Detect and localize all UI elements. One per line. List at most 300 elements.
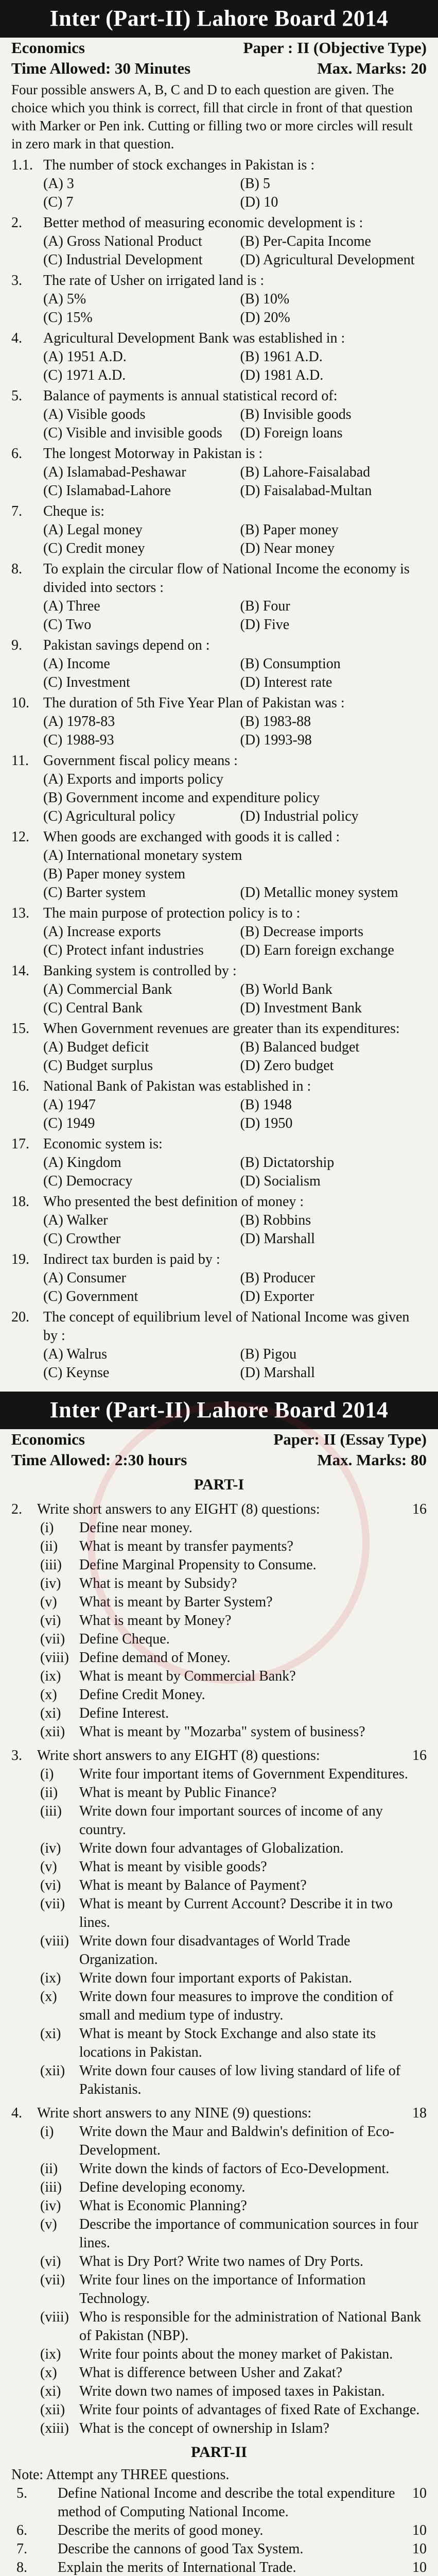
mcq-option: (B) Government income and expenditure policy	[43, 790, 320, 806]
mcq-text: National Bank of Pakistan was established in :	[43, 1078, 311, 1094]
mcq-option: (A) Consumer	[43, 1270, 126, 1286]
item-roman-number: (xi)	[40, 2026, 61, 2042]
item-roman-number: (ii)	[40, 1538, 58, 1554]
item-text: Write down the Maur and Baldwin's definition of Eco-Development.	[79, 2124, 394, 2158]
question-marks: 18	[412, 2105, 427, 2121]
item-text: What is meant by "Mozarba" system of business?	[79, 1724, 365, 1740]
mcq-question	[11, 1250, 427, 1306]
mcq-text: Agricultural Development Bank was established in :	[43, 330, 345, 346]
mcq-option: (D) Near money	[240, 540, 335, 556]
mcq-body	[43, 636, 427, 692]
mcq-number: 1.1.	[11, 157, 33, 173]
mcq-option: (C) Industrial Development	[43, 252, 203, 268]
question-text: Write short answers to any EIGHT (8) questions:	[37, 1501, 320, 1517]
item-roman-number: (iv)	[40, 2198, 61, 2214]
mcq-text: Economic system is:	[43, 1136, 163, 1152]
mcq-options	[43, 1211, 427, 1248]
mcq-text: The concept of equilibrium level of National Income was given by :	[43, 1309, 410, 1344]
short-question-item	[11, 2215, 427, 2252]
mcq-number: 9.	[11, 637, 22, 653]
mcq-option: (D) 1950	[240, 1115, 293, 1131]
question-number: 4.	[11, 2105, 22, 2121]
mcq-option: (C) 7	[43, 194, 74, 210]
mcq-text: The rate of Usher on irrigated land is :	[43, 273, 265, 289]
mcq-question	[11, 560, 427, 634]
item-text: What is meant by visible goods?	[79, 1859, 267, 1875]
item-roman-number: (xiii)	[40, 2420, 69, 2436]
short-question-item	[11, 1876, 427, 1895]
question-marks: 16	[412, 1748, 427, 1764]
mcq-option: (D) 1993-98	[240, 732, 312, 748]
item-roman-number: (x)	[40, 1687, 57, 1703]
mcq-body	[43, 560, 427, 634]
item-roman-number: (iv)	[40, 1575, 61, 1591]
mcq-body	[43, 752, 427, 826]
item-text: Describe the importance of communication sources in four lines.	[79, 2216, 418, 2251]
item-text: What is the concept of ownership in Islam?	[79, 2420, 329, 2436]
mcq-text: The longest Motorway in Pakistan is :	[43, 446, 263, 462]
question-number: 5.	[16, 2485, 27, 2501]
item-text: Write down the kinds of factors of Eco-Development.	[79, 2161, 390, 2177]
item-roman-number: (ix)	[40, 2346, 61, 2362]
mcq-options	[43, 175, 427, 212]
mcq-body	[43, 214, 427, 269]
item-roman-number: (ii)	[40, 1785, 58, 1801]
short-question-heading	[11, 1747, 427, 1765]
mcq-body	[43, 694, 427, 750]
mcq-option: (B) Lahore-Faisalabad	[240, 464, 371, 480]
mcq-options	[43, 1154, 427, 1191]
mcq-question	[11, 1135, 427, 1191]
mcq-body	[43, 272, 427, 327]
long-question	[11, 2540, 427, 2558]
mcq-option: (C) Crowther	[43, 1231, 121, 1247]
mcq-option: (A) 1947	[43, 1097, 96, 1113]
item-roman-number: (viii)	[40, 1933, 69, 1949]
mcq-option: (A) International monetary system	[43, 848, 242, 863]
long-question	[11, 2484, 427, 2521]
mcq-options	[43, 713, 427, 750]
mcq-options	[43, 884, 427, 902]
question-text: Describe the cannons of good Tax System.	[58, 2541, 304, 2557]
item-roman-number: (iii)	[40, 1557, 62, 1573]
mcq-option: (C) Central Bank	[43, 1000, 143, 1016]
part2-heading: PART-II	[191, 2444, 247, 2461]
mcq-option: (B) 1983-88	[240, 714, 311, 730]
item-text: What is Economic Planning?	[79, 2198, 247, 2214]
mcq-number: 14.	[11, 963, 29, 979]
item-roman-number: (i)	[40, 1766, 54, 1782]
mcq-options	[43, 290, 427, 327]
mcq-option: (C) 1971 A.D.	[43, 367, 126, 383]
item-text: Write down four measures to improve the condition of small and medium type of industry.	[79, 1989, 394, 2023]
short-question-item	[11, 2419, 427, 2438]
question-text: Write short answers to any EIGHT (8) questions:	[37, 1748, 320, 1764]
mcq-option: (A) 3	[43, 176, 74, 192]
mcq-option: (C) 1988-93	[43, 732, 114, 748]
mcq-option: (D) Investment Bank	[240, 1000, 362, 1016]
item-roman-number: (vi)	[40, 2253, 61, 2269]
paper1-subject: Economics	[11, 39, 85, 57]
question-marks: 16	[412, 1501, 427, 1517]
item-text: Write down four causes of low living standard of life of Pakistanis.	[79, 2063, 401, 2097]
mcq-number: 4.	[11, 330, 22, 346]
mcq-options	[43, 348, 427, 385]
mcq-text: Government fiscal policy means :	[43, 753, 238, 769]
mcq-option: (A) Legal money	[43, 522, 143, 538]
mcq-question	[11, 502, 427, 558]
mcq-number: 12.	[11, 829, 29, 845]
mcq-text: To explain the circular flow of National Income the economy is divided into sectors :	[43, 561, 410, 596]
mcq-body	[43, 1020, 427, 1075]
short-question-item	[11, 2382, 427, 2401]
mcq-body	[43, 962, 427, 1018]
item-text: Define Credit Money.	[79, 1687, 205, 1703]
mcq-text: Pakistan savings depend on :	[43, 637, 210, 653]
item-roman-number: (vii)	[40, 1896, 65, 1912]
mcq-question	[11, 445, 427, 500]
item-text: Define Cheque.	[79, 1631, 170, 1647]
mcq-option: (C) Credit money	[43, 540, 145, 556]
mcq-question	[11, 1020, 427, 1075]
question-text: Explain the merits of International Trade.	[58, 2560, 296, 2575]
mcq-question	[11, 272, 427, 327]
short-question-2	[11, 1500, 427, 1741]
paper1-header-row2	[11, 58, 427, 79]
item-roman-number: (x)	[40, 1989, 57, 2005]
short-question-item	[11, 1667, 427, 1686]
item-text: What is Dry Port? Write two names of Dry Ports.	[79, 2253, 364, 2269]
short-question-item	[11, 1556, 427, 1574]
question-number: 6.	[16, 2522, 27, 2538]
mcq-question	[11, 636, 427, 692]
question-text: Describe the merits of good money.	[58, 2522, 264, 2538]
mcq-option: (D) Agricultural Development	[240, 252, 415, 268]
mcq-option: (D) Foreign loans	[240, 425, 343, 441]
short-question-item	[11, 1593, 427, 1612]
short-question-item	[11, 2062, 427, 2099]
mcq-number: 2.	[11, 215, 22, 231]
question-marks: 10	[412, 2560, 427, 2575]
question-marks: 10	[412, 2541, 427, 2557]
item-roman-number: (x)	[40, 2365, 57, 2381]
mcq-number: 3.	[11, 273, 22, 289]
item-roman-number: (i)	[40, 2124, 54, 2140]
paper1-header-row1	[11, 38, 427, 58]
item-text: Define Interest.	[79, 1705, 169, 1721]
mcq-option: (A) 1951 A.D.	[43, 349, 127, 365]
mcq-options	[43, 521, 427, 558]
item-text: Write four important items of Government Expenditures.	[79, 1766, 408, 1782]
short-question-item	[11, 1858, 427, 1876]
paper2-header-row2	[11, 1450, 427, 1470]
mcq-number: 6.	[11, 446, 22, 462]
part1-heading: PART-I	[194, 1476, 244, 1493]
mcq-question	[11, 752, 427, 826]
item-text: Write down four disadvantages of World Trade Organization.	[79, 1933, 351, 1968]
paper2-paper: Paper: II (Essay Type)	[273, 1430, 427, 1448]
short-question-item	[11, 2345, 427, 2364]
mcq-option: (D) Industrial policy	[240, 808, 359, 824]
item-roman-number: (v)	[40, 1859, 57, 1875]
short-question-item	[11, 1649, 427, 1667]
mcq-body	[43, 1193, 427, 1248]
item-text: Write four points of advantages of fixed Rate of Exchange.	[79, 2402, 420, 2418]
mcq-question	[11, 329, 427, 385]
item-roman-number: (vi)	[40, 1877, 61, 1893]
item-text: Write four lines on the importance of Information Technology.	[79, 2272, 366, 2307]
short-question-item	[11, 2252, 427, 2271]
mcq-option: (C) Keynse	[43, 1365, 110, 1381]
mcq-option: (C) Islamabad-Lahore	[43, 483, 171, 499]
mcq-question	[11, 694, 427, 750]
item-roman-number: (i)	[40, 1520, 54, 1536]
short-question-item	[11, 1519, 427, 1537]
question-text: Write short answers to any NINE (9) questions:	[37, 2105, 312, 2121]
mcq-option: (D) 1981 A.D.	[240, 367, 324, 383]
mcq-list	[11, 156, 427, 1382]
short-question-item	[11, 1969, 427, 1988]
item-text: What is meant by Public Finance?	[79, 1785, 277, 1801]
question-text: Define National Income and describe the total expenditure method of Computing National Income.	[58, 2485, 395, 2520]
mcq-option: (C) Budget surplus	[43, 1058, 153, 1074]
mcq-text: Cheque is:	[43, 503, 104, 519]
mcq-number: 19.	[11, 1251, 29, 1267]
short-question-item	[11, 1802, 427, 1839]
mcq-option: (A) Gross National Product	[43, 233, 202, 249]
mcq-option: (A) Income	[43, 656, 110, 672]
question-number: 2.	[11, 1501, 22, 1517]
mcq-options	[43, 846, 427, 884]
mcq-text: The duration of 5th Five Year Plan of Pakistan was :	[43, 695, 345, 711]
mcq-body	[43, 904, 427, 960]
item-roman-number: (ii)	[40, 2161, 58, 2177]
long-question	[11, 2521, 427, 2540]
long-question-list	[11, 2484, 427, 2576]
mcq-body	[43, 1308, 427, 1382]
short-question-heading	[11, 1500, 427, 1519]
item-text: Define demand of Money.	[79, 1650, 231, 1666]
item-roman-number: (vi)	[40, 1613, 61, 1629]
mcq-option: (B) 10%	[240, 291, 290, 307]
mcq-body	[43, 445, 427, 500]
short-question-item	[11, 2271, 427, 2308]
item-text: Define developing economy.	[79, 2179, 246, 2195]
short-question-item	[11, 2197, 427, 2215]
short-question-item	[11, 1988, 427, 2025]
mcq-option: (B) Producer	[240, 1270, 315, 1286]
item-text: Who is responsible for the administration of National Bank of Pakistan (NBP).	[79, 2309, 422, 2344]
mcq-option: (D) Five	[240, 617, 290, 633]
mcq-option: (A) Walrus	[43, 1346, 107, 1362]
mcq-option: (B) Invisible goods	[240, 406, 352, 422]
mcq-number: 5.	[11, 388, 22, 404]
mcq-option: (C) Democracy	[43, 1173, 133, 1189]
mcq-option: (C) Government	[43, 1289, 138, 1304]
mcq-option: (A) Budget deficit	[43, 1039, 149, 1055]
short-question-item	[11, 1784, 427, 1802]
question-number: 3.	[11, 1748, 22, 1764]
mcq-option: (D) Faisalabad-Multan	[240, 483, 372, 499]
item-roman-number: (xi)	[40, 1705, 61, 1721]
mcq-question	[11, 828, 427, 902]
paper2-time: Time Allowed: 2:30 hours	[11, 1451, 187, 1469]
mcq-options	[43, 1096, 427, 1133]
short-question-item	[11, 1574, 427, 1593]
mcq-body	[43, 828, 427, 902]
item-roman-number: (xii)	[40, 1724, 65, 1740]
item-text: Write down four advantages of Globalization.	[79, 1840, 344, 1856]
mcq-question	[11, 1308, 427, 1382]
mcq-option: (B) 1961 A.D.	[240, 349, 323, 365]
item-text: What is meant by Stock Exchange and also state its locations in Pakistan.	[79, 2026, 376, 2060]
mcq-options	[43, 463, 427, 500]
mcq-option: (B) Per-Capita Income	[240, 233, 371, 249]
mcq-text: The number of stock exchanges in Pakistan is :	[43, 157, 315, 173]
mcq-option: (D) 10	[240, 194, 278, 210]
mcq-number: 10.	[11, 695, 29, 711]
mcq-option: (A) Commercial Bank	[43, 981, 172, 997]
mcq-number: 17.	[11, 1136, 29, 1152]
question-marks: 10	[412, 2485, 427, 2501]
mcq-option: (B) 1948	[240, 1097, 292, 1113]
mcq-option: (A) 1978-83	[43, 714, 115, 730]
mcq-option: (D) Zero budget	[240, 1058, 334, 1074]
mcq-option: (B) Robbins	[240, 1212, 311, 1228]
item-roman-number: (v)	[40, 2216, 57, 2232]
mcq-question	[11, 1077, 427, 1133]
mcq-option: (D) Marshall	[240, 1365, 315, 1381]
mcq-question	[11, 387, 427, 443]
item-roman-number: (xii)	[40, 2063, 65, 2079]
short-question-item	[11, 1612, 427, 1630]
item-text: Write down two names of imposed taxes in Pakistan.	[79, 2383, 385, 2399]
item-text: Write down four important exports of Pakistan.	[79, 1970, 352, 1986]
paper2-subject: Economics	[11, 1430, 85, 1448]
mcq-option: (B) 5	[240, 176, 270, 192]
item-text: What is meant by Current Account? Describe it in two lines.	[79, 1896, 393, 1930]
item-text: What is meant by Barter System?	[79, 1594, 273, 1610]
mcq-text: Who presented the best definition of money :	[43, 1194, 304, 1210]
mcq-option: (D) Metallic money system	[240, 885, 398, 901]
paper2-marks: Max. Marks: 80	[317, 1451, 427, 1469]
short-question-item	[11, 1704, 427, 1723]
mcq-options	[43, 655, 427, 692]
short-question-3	[11, 1747, 427, 2099]
short-question-item	[11, 2025, 427, 2062]
mcq-number: 16.	[11, 1078, 29, 1094]
mcq-options	[43, 770, 427, 807]
item-roman-number: (viii)	[40, 1650, 69, 1666]
mcq-options	[43, 980, 427, 1018]
mcq-option: (B) Paper money	[240, 522, 339, 538]
item-text: Define near money.	[79, 1520, 192, 1536]
mcq-text: Banking system is controlled by :	[43, 963, 237, 979]
mcq-text: The main purpose of protection policy is to :	[43, 905, 301, 921]
mcq-option: (C) Two	[43, 617, 92, 633]
short-question-item	[11, 1895, 427, 1932]
question-number: 8.	[16, 2560, 27, 2575]
item-roman-number: (ix)	[40, 1970, 61, 1986]
item-roman-number: (ix)	[40, 1668, 61, 1684]
part2-note: Note: Attempt any THREE questions.	[11, 2467, 230, 2483]
item-text: What is meant by transfer payments?	[79, 1538, 293, 1554]
mcq-option: (C) 1949	[43, 1115, 95, 1131]
mcq-body	[43, 329, 427, 385]
item-text: What is difference between Usher and Zakat?	[79, 2365, 343, 2381]
item-text: Write down four important sources of income of any country.	[79, 1803, 383, 1838]
short-question-item	[11, 2123, 427, 2160]
mcq-options	[43, 807, 427, 826]
mcq-number: 20.	[11, 1309, 29, 1325]
mcq-option: (D) Earn foreign exchange	[240, 942, 394, 958]
paper1-marks: Max. Marks: 20	[317, 59, 427, 77]
paper1-banner: Inter (Part-II) Lahore Board 2014	[0, 0, 438, 38]
mcq-option: (B) Four	[240, 598, 290, 614]
short-question-4	[11, 2104, 427, 2438]
mcq-text: When goods are exchanged with goods it is called :	[43, 829, 340, 845]
paper2-header-row1	[11, 1429, 427, 1450]
short-question-item	[11, 1932, 427, 1969]
item-roman-number: (viii)	[40, 2309, 69, 2325]
mcq-option: (B) Paper money system	[43, 866, 186, 882]
item-roman-number: (iv)	[40, 1840, 61, 1856]
short-question-item	[11, 2160, 427, 2178]
item-text: What is meant by Commercial Bank?	[79, 1668, 296, 1684]
short-question-item	[11, 2178, 427, 2197]
mcq-option: (A) Exports and imports policy	[43, 771, 223, 787]
item-roman-number: (xii)	[40, 2402, 65, 2418]
paper1-instructions: Four possible answers A, B, C and D to each question are given. The choice which you think is correct, fill that circle in front of that question with Marker or Pen ink. Cutting or filling two or more circles will result in zero mark in that question.	[11, 82, 413, 151]
mcq-option: (B) World Bank	[240, 981, 332, 997]
question-number: 7.	[16, 2541, 27, 2557]
mcq-options	[43, 1269, 427, 1306]
paper1-time: Time Allowed: 30 Minutes	[11, 59, 191, 77]
mcq-option: (B) Pigou	[240, 1346, 297, 1362]
mcq-option: (D) Socialism	[240, 1173, 321, 1189]
short-question-item	[11, 1686, 427, 1704]
mcq-number: 8.	[11, 561, 22, 577]
item-roman-number: (vii)	[40, 1631, 65, 1647]
mcq-options	[43, 1345, 427, 1382]
mcq-option: (A) Visible goods	[43, 406, 146, 422]
short-question-item	[11, 2308, 427, 2345]
mcq-option: (C) Protect infant industries	[43, 942, 204, 958]
mcq-option: (B) Balanced budget	[240, 1039, 360, 1055]
mcq-body	[43, 1077, 427, 1133]
mcq-body	[43, 387, 427, 443]
item-roman-number: (iii)	[40, 2179, 62, 2195]
mcq-option: (B) Decrease imports	[240, 924, 363, 940]
mcq-body	[43, 156, 427, 212]
mcq-option: (B) Consumption	[240, 656, 341, 672]
mcq-option: (A) 5%	[43, 291, 86, 307]
short-question-item	[11, 1630, 427, 1649]
mcq-number: 13.	[11, 905, 29, 921]
mcq-text: Balance of payments is annual statistical record of:	[43, 388, 338, 404]
mcq-option: (D) 20%	[240, 310, 290, 326]
long-question	[11, 2558, 427, 2576]
short-question-item	[11, 2401, 427, 2419]
mcq-question	[11, 156, 427, 212]
mcq-option: (D) Marshall	[240, 1231, 315, 1247]
mcq-question	[11, 1193, 427, 1248]
mcq-options	[43, 232, 427, 269]
mcq-option: (A) Walker	[43, 1212, 108, 1228]
question-marks: 10	[412, 2522, 427, 2538]
item-text: What is meant by Money?	[79, 1613, 232, 1629]
mcq-option: (B) Dictatorship	[240, 1155, 335, 1171]
